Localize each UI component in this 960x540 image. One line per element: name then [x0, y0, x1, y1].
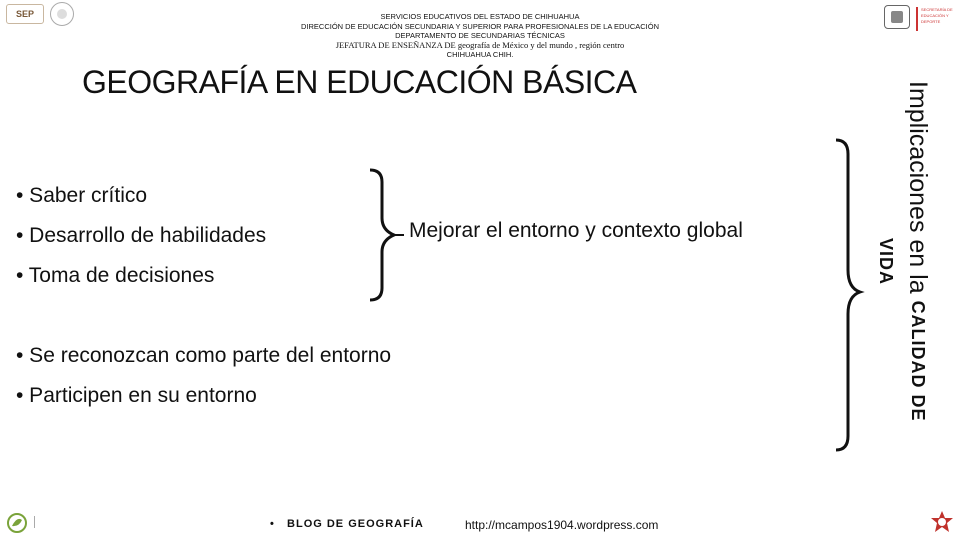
- seal-icon: [50, 2, 74, 26]
- list-item: • Participen en su entorno: [16, 384, 257, 407]
- school-logo-text: [34, 516, 81, 528]
- list-item: • Desarrollo de habilidades: [16, 224, 267, 247]
- skills-list: [16, 176, 266, 296]
- header-line-1: SERVICIOS EDUCATIVOS DEL ESTADO DE CHIHUAHUA: [380, 12, 580, 21]
- chihuahua-logo-icon: [884, 5, 910, 29]
- header-line-4: JEFATURA DE ENSEÑANZA DE geografía de México y del mundo , región centro: [335, 39, 625, 50]
- implicaciones-vertical-text: [903, 81, 932, 422]
- blog-title: BLOG DE GEOGRAFÍA: [287, 518, 424, 530]
- institution-header: [290, 12, 670, 60]
- list-item: • Saber crítico: [16, 184, 148, 207]
- header-line-2: DIRECCIÓN DE EDUCACIÓN SECUNDARIA Y SUPERIOR PARA PROFESIONALES DE LA EDUCACIÓN: [301, 21, 659, 31]
- large-right-brace-icon: [828, 130, 868, 460]
- header-line-5: CHIHUAHUA CHIH.: [446, 50, 514, 60]
- secretaria-logo: SECRETARÍA DE EDUCACIÓN Y DEPORTE: [916, 7, 960, 31]
- calidad-de-text: CALIDAD DE: [908, 300, 928, 422]
- entorno-list: [16, 336, 391, 416]
- blog-label: [270, 518, 424, 530]
- footer-bullet: •: [270, 518, 275, 530]
- implicaciones-text: Implicaciones en la: [904, 81, 932, 301]
- mejorar-text: Mejorar el entorno y contexto global: [409, 219, 743, 242]
- slide-title: GEOGRAFÍA EN EDUCACIÓN BÁSICA: [82, 64, 637, 100]
- vida-vertical-text: VIDA: [876, 238, 896, 286]
- list-item: • Toma de decisiones: [16, 264, 215, 287]
- header-line-3: DEPARTAMENTO DE SECUNDARIAS TÉCNICAS: [395, 31, 565, 41]
- blog-url-link[interactable]: http://mcampos1904.wordpress.com: [465, 518, 659, 532]
- list-item: • Se reconozcan como parte del entorno: [16, 344, 392, 367]
- sep-logo: SEP: [6, 4, 44, 24]
- emblem-icon: [930, 510, 954, 534]
- school-leaf-logo-icon: [6, 512, 28, 534]
